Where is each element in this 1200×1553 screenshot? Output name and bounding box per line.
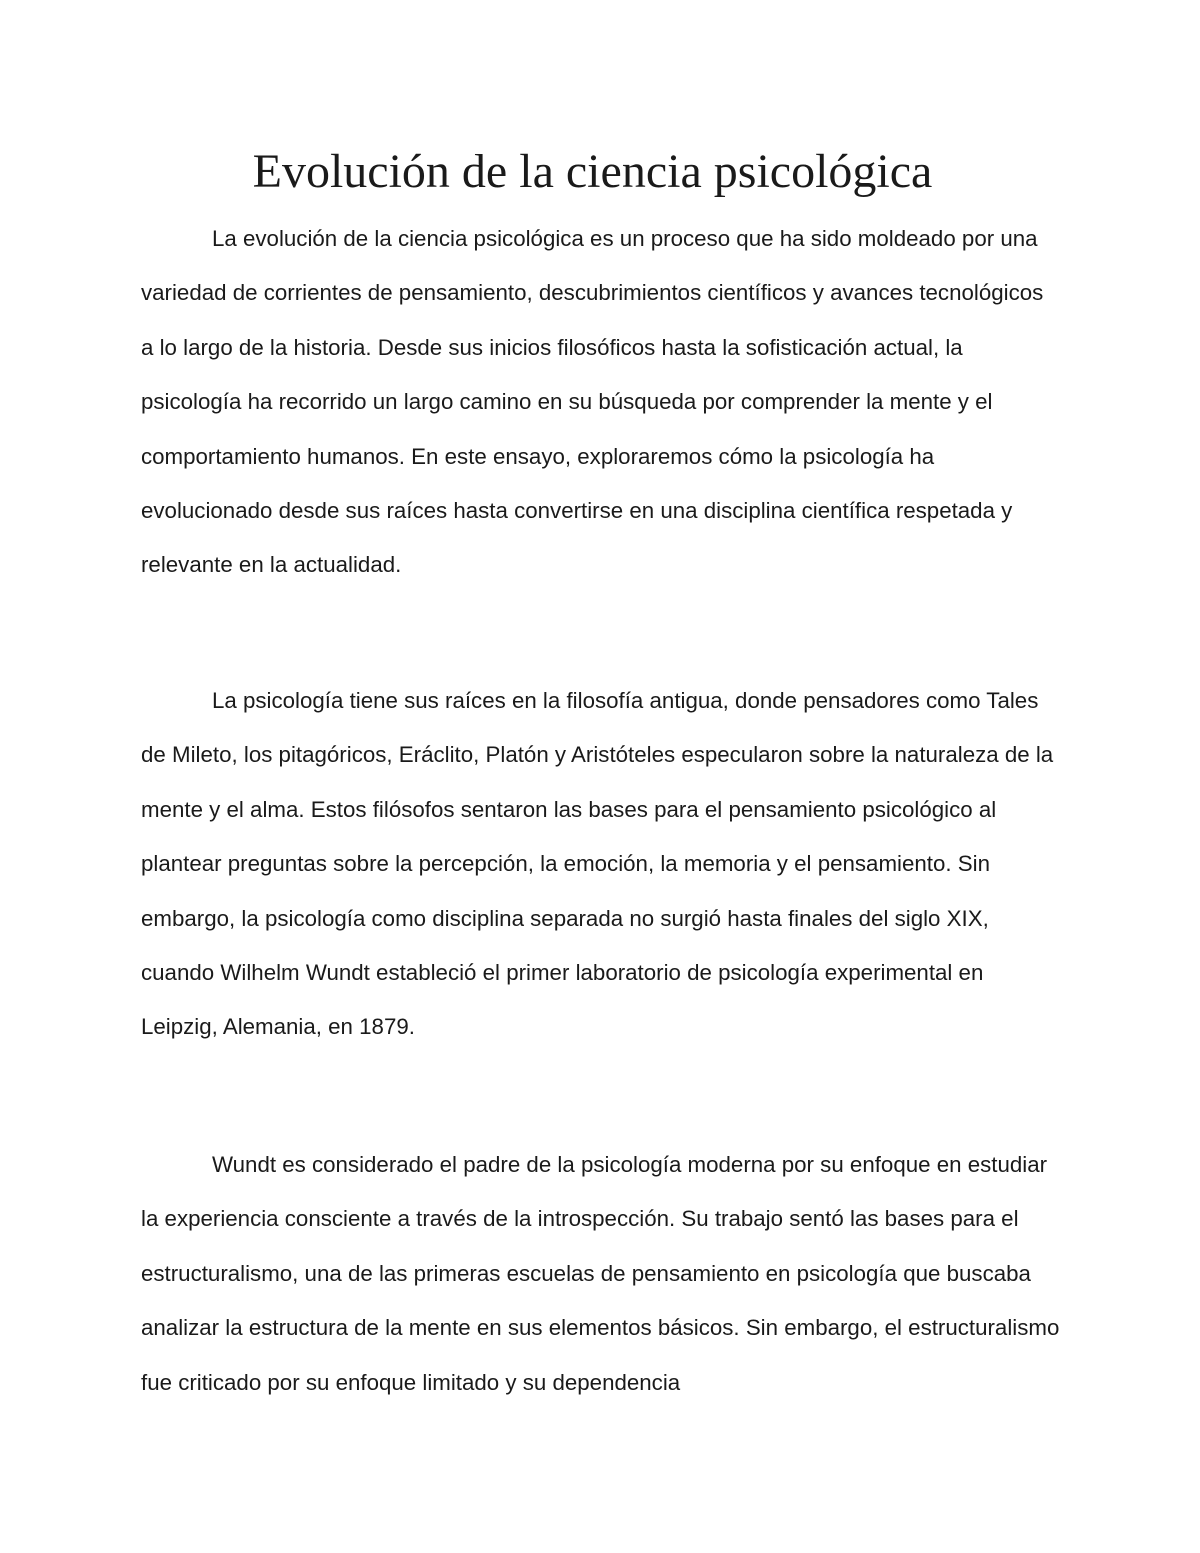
paragraph-introduction: La evolución de la ciencia psicológica es un proceso que ha sido moldeado por una variedad de corrientes de pensamiento, descubrimientos científicos y avances tecnológicos a lo largo de la historia. Desde sus inicios filosóficos hasta la sofisticación actual, la psicología ha recorrido un largo camino en su búsqueda por comprender la mente y el comportamiento humanos. En este ensayo, exploraremos cómo la psicología ha evolucionado desde sus raíces hasta convertirse en una disciplina científica respetada y relevante en la actualidad.: [141, 226, 1044, 578]
paragraph-philosophical-roots: La psicología tiene sus raíces en la filosofía antigua, donde pensadores como Tales de Mileto, los pitagóricos, Eráclito, Platón y Aristóteles especularon sobre la naturaleza de la mente y el alma. Estos filósofos sentaron las bases para el pensamiento psicológico al plantear preguntas sobre la percepción, la emoción, la memoria y el pensamiento. Sin embargo, la psicología como disciplina separada no surgió hasta finales del siglo XIX, cuando Wilhelm Wundt estableció el primer laboratorio de psicología experimental en Leipzig, Alemania, en 1879.: [141, 688, 1054, 1040]
paragraph-wundt-structuralism: Wundt es considerado el padre de la psicología moderna por su enfoque en estudiar la experiencia consciente a través de la introspección. Su trabajo sentó las bases para el estructuralismo, una de las primeras escuelas de pensamiento en psicología que buscaba analizar la estructura de la mente en sus elementos básicos. Sin embargo, el estructuralismo fue criticado por su enfoque limitado y su dependencia: [141, 1152, 1060, 1395]
document-title: Evolución de la ciencia psicológica: [252, 145, 933, 198]
